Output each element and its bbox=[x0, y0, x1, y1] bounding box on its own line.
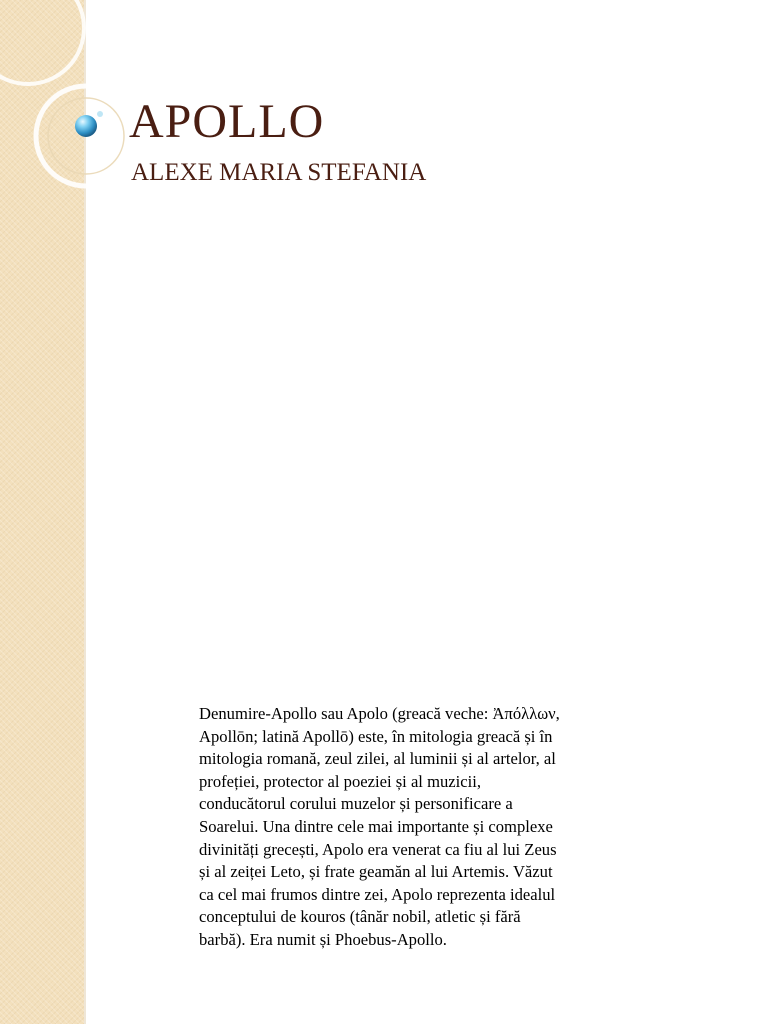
decorative-ring-top bbox=[0, 0, 84, 84]
slide-subtitle: ALEXE MARIA STEFANIA bbox=[131, 159, 427, 186]
slide-title: APOLLO bbox=[129, 95, 325, 148]
small-orb-icon bbox=[97, 111, 103, 117]
slide-body-text: Denumire-Apollo sau Apolo (greacă veche: Ἀπόλλων, Apollōn; latină Apollō) este, în mitologia greacă și în mitologia romană, zeul zilei, al luminii și al artelor, al profeției, protector al poeziei și al muzicii, conducătorul corului muzelor și personificare a Soarelui. Una dintre cele mai importante și complexe divinități grecești, Apolo era venerat ca fiu al lui Zeus și al zeiței Leto, și frate geamăn al lui Artemis. Văzut ca cel mai frumos dintre zei, Apolo reprezenta idealul conceptului de kouros (tânăr nobil, atletic și fără barbă). Era numit și Phoebus-Apollo. bbox=[199, 704, 560, 949]
blue-orb-icon bbox=[75, 115, 97, 137]
